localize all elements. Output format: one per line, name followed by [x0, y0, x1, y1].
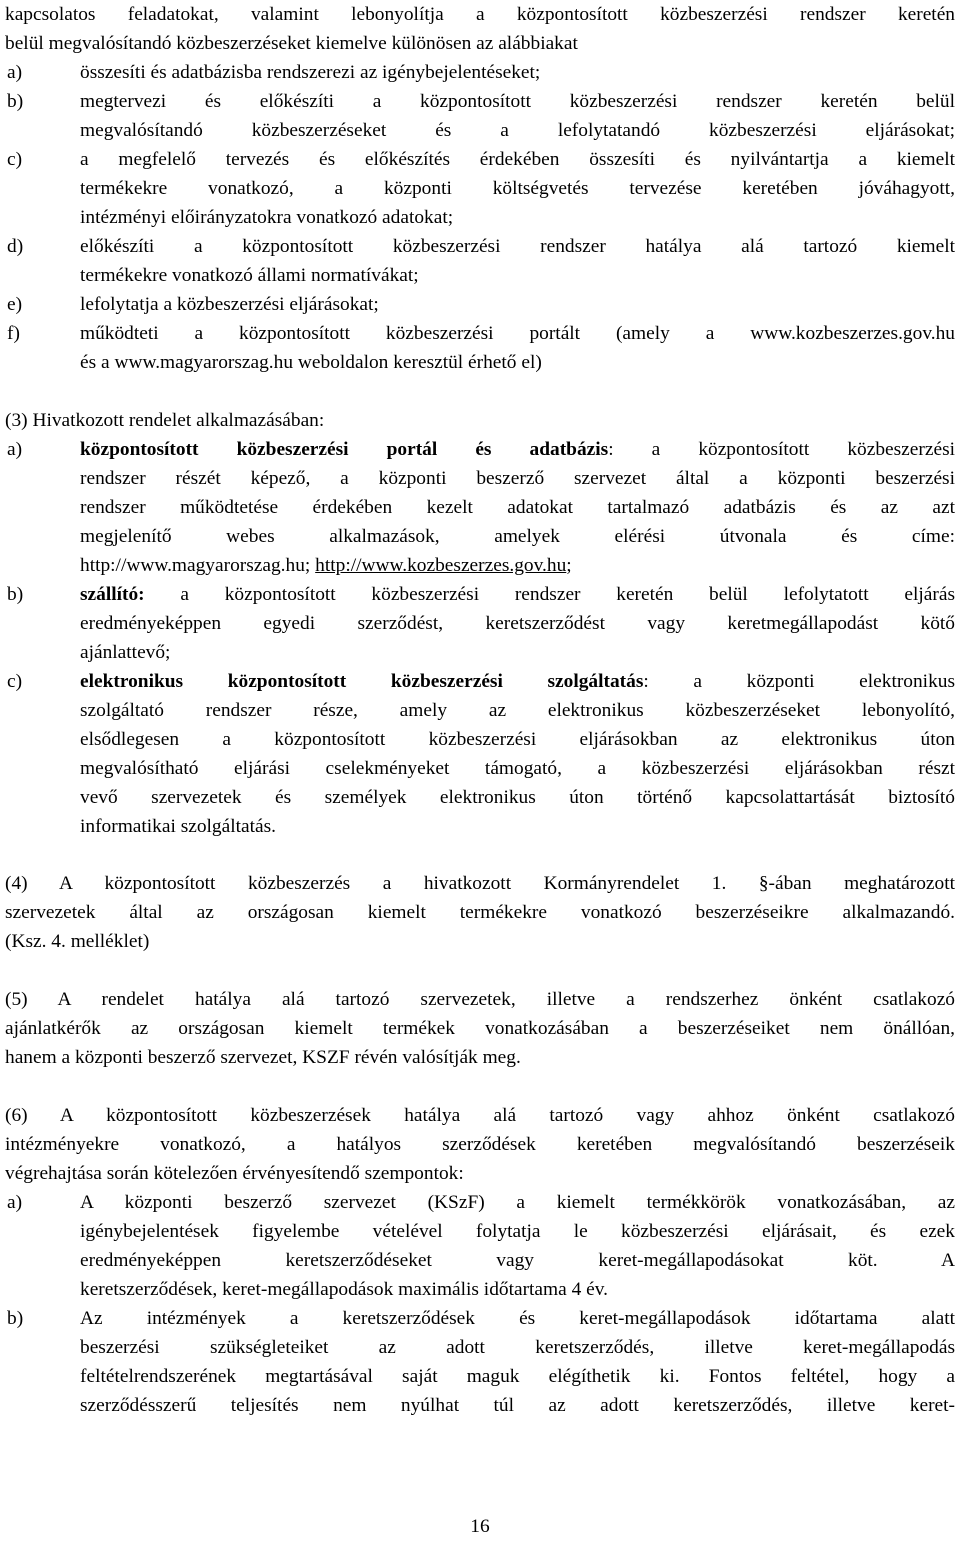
section-4-line: (4) A központosított közbeszerzés a hivatkozott Kormányrendelet 1. §-ában meghatározott — [5, 873, 955, 894]
item-text: lefolytatja a közbeszerzési eljárásokat; — [80, 294, 379, 315]
intro-line-2: belül megvalósítandó közbeszerzéseket kiemelve különösen az alábbiakat — [5, 33, 578, 54]
definition-text: : a központi elektronikus — [643, 671, 956, 692]
item-text: beszerzési szükségleteiket az adott keretszerződés, illetve keret-megállapodás — [80, 1337, 955, 1358]
item-text: szolgáltató rendszer része, amely az elektronikus közbeszerzéseket lebonyolító, — [80, 700, 955, 721]
definition-c-cont — [0, 812, 955, 841]
item-text: A központi beszerző szervezet (KSzF) a kiemelt termékkörök vonatkozásában, az — [80, 1192, 955, 1213]
item-text: Az intézmények a keretszerződések és keret-megállapodások időtartama alatt — [80, 1308, 955, 1329]
list-item — [0, 145, 955, 174]
section-6-item-a-cont — [0, 1217, 955, 1246]
list-item-cont — [0, 116, 955, 145]
item-label: a) — [7, 1192, 23, 1213]
section-6-item-a-cont — [0, 1246, 955, 1275]
definition-c-cont — [0, 725, 955, 754]
item-label: f) — [7, 323, 20, 344]
item-label: c) — [7, 671, 23, 692]
section-6-line: intézményekre vonatkozó, a hatályos szerződések keretében megvalósítandó beszerzéseik — [5, 1134, 955, 1155]
list-item — [0, 319, 955, 348]
section-6-item-b-cont — [0, 1333, 955, 1362]
item-text: vevő szervezetek és személyek elektronikus úton történő kapcsolattartását biztosító — [80, 787, 955, 808]
item-text: a megfelelő tervezés és előkészítés érdekében összesíti és nyilvántartja a kiemelt — [80, 149, 955, 170]
list-item-cont — [0, 348, 955, 377]
item-text: megvalósítandó közbeszerzéseket és a lefolytatandó közbeszerzési eljárásokat; — [80, 120, 955, 141]
item-text: rendszer működtetése érdekében kezelt adatokat tartalmazó adatbázis és az azt — [80, 497, 955, 518]
item-text: termékekre vonatkozó állami normatívákat; — [80, 265, 419, 286]
definition-text: : a központosított közbeszerzési — [608, 439, 955, 460]
item-label: b) — [7, 1308, 24, 1329]
list-item-cont — [0, 174, 955, 203]
item-text: működteti a központosított közbeszerzési portált (amely a www.kozbeszerzes.gov.hu — [80, 323, 955, 344]
item-text: feltételrendszerének megtartásával saját maguk elégíthetik ki. Fontos feltétel, hogy a — [80, 1366, 955, 1387]
defined-term: elektronikus központosított közbeszerzési szolgáltatás — [80, 671, 644, 692]
item-text: igénybejelentések figyelembe vételével folytatja le közbeszerzési eljárásait, és ezek — [80, 1221, 955, 1242]
definition-b-cont — [0, 609, 955, 638]
definition-a-cont — [0, 493, 955, 522]
section-6-item-b — [0, 1304, 955, 1333]
list-item — [0, 58, 955, 87]
section-6-item-b-cont — [0, 1391, 955, 1420]
list-item — [0, 232, 955, 261]
item-label: c) — [7, 149, 23, 170]
definition-a — [0, 435, 955, 464]
item-text: eredményeképpen keretszerződéseket vagy keret-megállapodásokat köt. A — [80, 1250, 955, 1271]
section-5-line: ajánlatkérők az országosan kiemelt termékek vonatkozásában a beszerzéseiket nem önállóan, — [5, 1018, 955, 1039]
item-text: rendszer részét képező, a központi beszerző szervezet által a központi beszerzési — [80, 468, 955, 489]
item-label: d) — [7, 236, 24, 257]
definition-c — [0, 667, 955, 696]
defined-term: központosított közbeszerzési portál és adatbázis — [80, 439, 609, 460]
item-text: szerződésszerű teljesítés nem nyúlhat túl az adott keretszerződés, illetve keret- — [80, 1395, 955, 1416]
section-6-line: végrehajtása során kötelezően érvényesítendő szempontok: — [5, 1163, 464, 1184]
section-4-line: (Ksz. 4. melléklet) — [5, 931, 150, 952]
item-text: ajánlattevő; — [80, 642, 171, 663]
list-item — [0, 290, 955, 319]
item-text: megvalósítható eljárási cselekményeket támogató, a közbeszerzési eljárásokban részt — [80, 758, 955, 779]
url-magyarorszag: http://www.magyarorszag.hu; — [80, 555, 311, 576]
list-item-cont — [0, 203, 955, 232]
definition-c-cont — [0, 696, 955, 725]
item-text — [80, 435, 955, 464]
section-6-item-a — [0, 1188, 955, 1217]
list-item-cont — [0, 261, 955, 290]
definition-c-cont — [0, 783, 955, 812]
section-5-line: (5) A rendelet hatálya alá tartozó szervezetek, illetve a rendszerhez önként csatlakozó — [5, 989, 955, 1010]
item-text: termékekre vonatkozó, a központi költségvetés tervezése keretében jóváhagyott, — [80, 178, 955, 199]
item-label: a) — [7, 439, 23, 460]
item-text: intézményi előirányzatokra vonatkozó adatokat; — [80, 207, 454, 228]
section-6-item-a-cont — [0, 1275, 955, 1304]
section-6-item-b-cont — [0, 1362, 955, 1391]
item-text: elsődlegesen a központosított közbeszerzési eljárásokban az elektronikus úton — [80, 729, 955, 750]
item-text: informatikai szolgáltatás. — [80, 816, 276, 837]
definition-b — [0, 580, 955, 609]
url-kozbeszerzes-link[interactable]: http://www.kozbeszerzes.gov.hu — [315, 555, 567, 576]
definition-a-cont — [0, 522, 955, 551]
url-end: ; — [566, 555, 572, 576]
section-5-line: hanem a központi beszerző szervezet, KSZF révén valósítják meg. — [5, 1047, 521, 1068]
section-6-line: (6) A központosított közbeszerzések hatálya alá tartozó vagy ahhoz önként csatlakozó — [5, 1105, 955, 1126]
item-text: eredményeképpen egyedi szerződést, keretszerződést vagy keretmegállapodást kötő — [80, 613, 955, 634]
definition-text: a központosított közbeszerzési rendszer keretén belül lefolytatott eljárás — [144, 584, 955, 605]
item-text: keretszerződések, keret-megállapodások maximális időtartama 4 év. — [80, 1279, 608, 1300]
item-label: e) — [7, 294, 23, 315]
item-text: megjelenítő webes alkalmazások, amelyek elérési útvonala és címe: — [80, 526, 955, 547]
section-4-line: szervezetek által az országosan kiemelt termékekre vonatkozó beszerzéseikre alkalmazandó. — [5, 902, 955, 923]
item-label: b) — [7, 91, 24, 112]
item-text: megtervezi és előkészíti a központosított közbeszerzési rendszer keretén belül — [80, 91, 955, 112]
item-label: b) — [7, 584, 24, 605]
list-item — [0, 87, 955, 116]
page-number: 16 — [470, 1516, 490, 1537]
definition-a-cont — [0, 551, 955, 580]
item-text: előkészíti a központosított közbeszerzési rendszer hatálya alá tartozó kiemelt — [80, 236, 955, 257]
definition-b-cont — [0, 638, 955, 667]
item-text — [80, 551, 955, 580]
item-label: a) — [7, 62, 23, 83]
defined-term: szállító: — [80, 584, 145, 605]
item-text — [80, 580, 955, 609]
intro-line-1: kapcsolatos feladatokat, valamint lebonyolítja a központosított közbeszerzési rendszer keretén — [5, 4, 955, 25]
item-text: és a www.magyarorszag.hu weboldalon keresztül érhető el) — [80, 352, 542, 373]
definition-a-cont — [0, 464, 955, 493]
section-3-heading: (3) Hivatkozott rendelet alkalmazásában: — [5, 410, 325, 431]
definition-c-cont — [0, 754, 955, 783]
item-text: összesíti és adatbázisba rendszerezi az igénybejelentéseket; — [80, 62, 541, 83]
item-text — [80, 667, 955, 696]
